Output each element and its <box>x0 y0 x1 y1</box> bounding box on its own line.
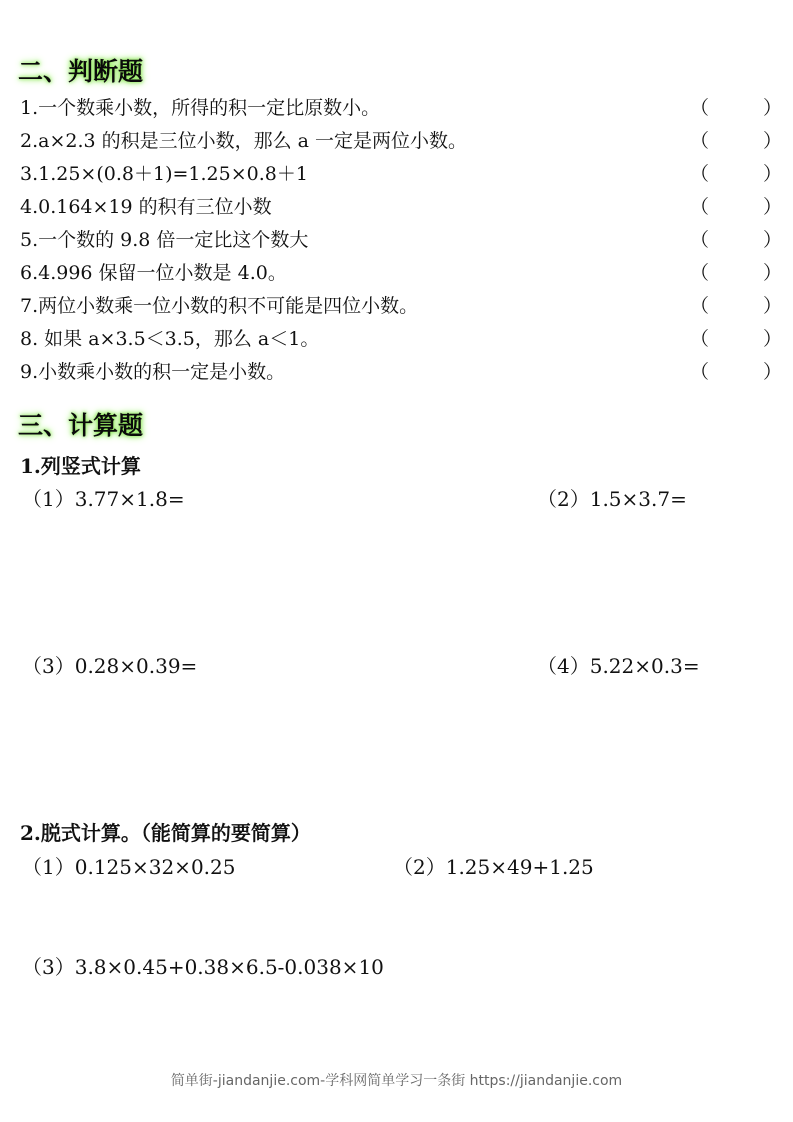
judge-item <box>20 92 783 125</box>
answer-bracket-open: （ <box>690 163 710 185</box>
answer-bracket-open: （ <box>690 295 710 317</box>
judge-item-text: 6.4.996 保留一位小数是 4.0。 <box>20 262 287 284</box>
stepwise-calc-heading: 2.脱式计算。（能简算的要简算） <box>20 821 311 845</box>
judge-item-text: 8. 如果 a×3.5＜3.5，那么 a＜1。 <box>20 328 320 350</box>
page-footer: 简单街-jiandanjie.com-学科网简单学习一条街 https://jiandanjie.com <box>170 1073 623 1089</box>
judge-item <box>20 290 783 323</box>
answer-bracket-close: ） <box>763 163 783 185</box>
judge-item-text: 2.a×2.3 的积是三位小数，那么 a 一定是两位小数。 <box>20 130 468 152</box>
answer-bracket-open: （ <box>690 97 710 119</box>
vertical-problem: （2）1.5×3.7= <box>537 487 687 511</box>
answer-bracket-open: （ <box>690 229 710 251</box>
answer-bracket-close: ） <box>763 262 783 284</box>
judge-item-text: 5.一个数的 9.8 倍一定比这个数大 <box>20 229 309 251</box>
judge-item-text: 7.两位小数乘一位小数的积不可能是四位小数。 <box>20 295 419 317</box>
stepwise-problem: （3）3.8×0.45+0.38×6.5-0.038×10 <box>22 955 384 979</box>
judge-item-text: 9.小数乘小数的积一定是小数。 <box>20 361 286 383</box>
answer-bracket-open: （ <box>690 262 710 284</box>
judge-item-text: 3.1.25×(0.8＋1)=1.25×0.8＋1 <box>20 163 308 185</box>
judge-item <box>20 191 783 224</box>
judge-item <box>20 224 783 257</box>
answer-bracket-close: ） <box>763 196 783 218</box>
answer-bracket-close: ） <box>763 328 783 350</box>
answer-bracket-close: ） <box>763 97 783 119</box>
vertical-problem: （3）0.28×0.39= <box>22 654 198 678</box>
judge-item <box>20 257 783 290</box>
judge-item <box>20 125 783 158</box>
judge-item-text: 4.0.164×19 的积有三位小数 <box>20 196 272 218</box>
judge-item <box>20 323 783 356</box>
judge-item <box>20 158 783 191</box>
answer-bracket-open: （ <box>690 196 710 218</box>
answer-bracket-close: ） <box>763 130 783 152</box>
stepwise-problem: （1）0.125×32×0.25 <box>22 855 236 879</box>
vertical-problem: （4）5.22×0.3= <box>537 654 700 678</box>
judge-section-title: 二、判断题 <box>18 57 144 86</box>
answer-bracket-open: （ <box>690 328 710 350</box>
vertical-calc-heading: 1.列竖式计算 <box>20 454 141 478</box>
answer-bracket-open: （ <box>690 130 710 152</box>
judge-item-text: 1.一个数乘小数，所得的积一定比原数小。 <box>20 97 381 119</box>
vertical-problem: （1）3.77×1.8= <box>22 487 185 511</box>
judge-item <box>20 356 783 389</box>
answer-bracket-open: （ <box>690 361 710 383</box>
answer-bracket-close: ） <box>763 229 783 251</box>
answer-bracket-close: ） <box>763 295 783 317</box>
answer-bracket-close: ） <box>763 361 783 383</box>
calc-section-title: 三、计算题 <box>18 411 144 440</box>
stepwise-problem: （2）1.25×49+1.25 <box>393 855 594 879</box>
